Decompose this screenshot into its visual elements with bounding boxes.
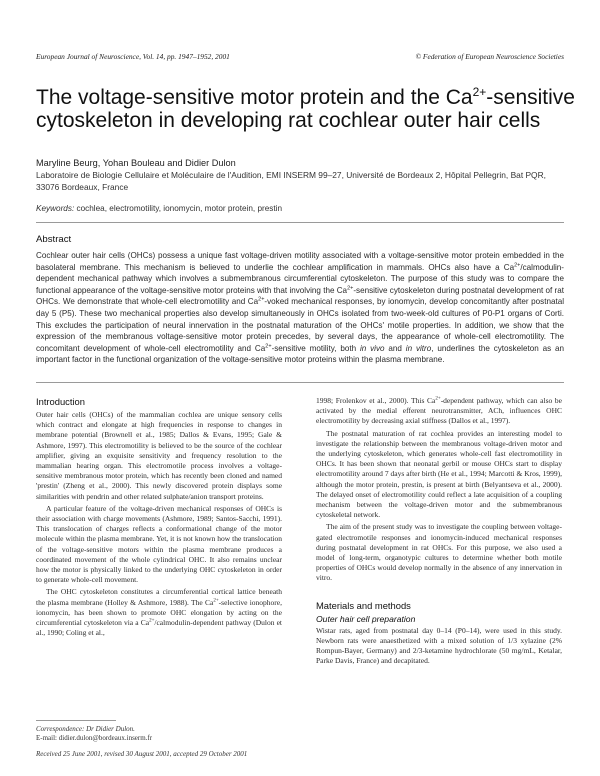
abstract-text-2: /calmodulin-dependent mechanical pathway which involves a submembranous circumferential cytoskeleton. The purpose of this study was to compare the functional appearance of the voltage-sensitive motor proteins with that involving the Ca (36, 262, 564, 295)
abstract-italic-in-vitro: in vitro (405, 343, 432, 353)
title-line1-post: -sensitive (486, 86, 575, 109)
keywords-label: Keywords: (36, 204, 75, 213)
intro-paragraph-6: The aim of the present study was to investigate the coupling between voltage-gated electromotile responses and ionomycin-induced mechanical responses during postnatal development in rat OHCs. For this purpose, we also used a model of long-term, organotypic cultures to determine whether both motile properties of OHCs would develop normally in the absence of any innervation in vitro. (316, 522, 562, 583)
intro-p3-text-b: -selective ionophore, ionomycin, has been shown to promote OHC elongation by acting on the circumferential cytoskeleton via a Ca (36, 597, 282, 628)
footnote-divider (36, 720, 116, 721)
abstract-text-5: -sensitive motility, both (271, 343, 360, 353)
abstract-sup-1: 2+ (514, 261, 521, 268)
right-p1-text-b: -dependent pathway, which can also be activated by the medial efferent neurotransmitter, ACh, influences OHC electromotility by decreasing axial stiffness (Dallos et al., 1997). (316, 396, 562, 426)
abstract-sup-2: 2+ (347, 285, 354, 292)
keywords-text: cochlea, electromotility, ionomycin, motor protein, prestin (74, 204, 283, 213)
divider-bottom (36, 382, 564, 383)
correspondence-note: Correspondence: Dr Didier Dulon. (36, 725, 135, 733)
abstract-heading: Abstract (36, 234, 72, 245)
intro-paragraph-5: The postnatal maturation of rat cochlea provides an interesting model to investigate the relationship between the membranous voltage-driven motor and the underlying cytoskeleton, which generates whole-cell fast electromotility in OHCs. It has been shown that neonatal gerbil or mouse OHCs start to display electromotility around 7 days after birth (He et al., 1994; Marcotti & Kros, 1999), although the motor protein, prestin, is present at birth (Belyantseva et al., 2000). The delayed onset of electromotility could reflect a late acquisition of a coupling mechanism between the voltage-driven motor and the submembranous cytoskeletal network. (316, 428, 562, 520)
abstract-text-3: -sensitive cytoskeleton during postnatal development of rat OHCs. We demonstrate that whole-cell electromotility and Ca (36, 285, 564, 307)
abstract-text-1: Cochlear outer hair cells (OHCs) possess a unique fast voltage-driven motility associated with a voltage-sensitive motor protein embedded in the basolateral membrane. This mechanism is believed to underlie the cochlear amplification in mammals. OHCs also have a Ca (36, 251, 564, 272)
received-dates: Received 25 June 2001, revised 30 August 2001, accepted 29 October 2001 (36, 750, 248, 758)
intro-paragraph-4 (316, 396, 562, 427)
abstract-text-4: -voked mechanical responses, by ionomycin, develop concomitantly after postnatal day 5 (P5). These two mechanical properties also develop simultaneously in OHCs isolated from two-week-old cultures of P0-P1 organs of Corti. This excludes the participation of neural innervation in the postnatal maturation of the OHCs' motile properties. In addition, we show that the expression of the membranous voltage-sensitive motor protein precedes, by several days, the appearance of whole-cell electromotility. The concomitant development of whole-cell electromotility and Ca (36, 297, 564, 353)
abstract-italic-in-vivo: in vivo (359, 343, 385, 353)
author-list: Maryline Beurg, Yohan Bouleau and Didier Dulon (36, 158, 236, 168)
intro-p3-text-a: The OHC cytoskeleton constitutes a circumferential cortical lattice beneath the plasma membrane (Holley & Ashmore, 1988). The Ca (36, 587, 282, 607)
title-line1-pre: The voltage-sensitive motor protein and the Ca (36, 86, 473, 109)
abstract-sup-3: 2+ (258, 296, 265, 303)
title-line2: cytoskeleton in developing rat cochlear outer hair cells (36, 109, 541, 132)
subsection-heading: Outer hair cell preparation (316, 613, 416, 624)
divider-top (36, 222, 564, 223)
right-p1-text-a: 1998; Frolenkov et al., 2000). This Ca (316, 396, 436, 405)
article-title (36, 86, 576, 132)
methods-heading: Materials and methods (316, 599, 411, 611)
intro-p3-sup-1: 2+ (213, 598, 219, 604)
intro-paragraph-3 (36, 587, 282, 638)
intro-paragraph-2: A particular feature of the voltage-driven mechanical responses of OHCs is their association with charge movements (Ashmore, 1989; Santos-Sacchi, 1991). This translocation of charges reflects a conformational change of the motor molecule within the plasma membrane. Yet, it is not known how the translocation of the voltage-sensitive motors within the plasma membrane produces a coordinated movement of the whole cylindrical OHC. It also remains unclear how the motor is physically linked to the underlying OHC cytoskeleton in order to generate whole-cell movement. (36, 503, 282, 585)
right-column (316, 396, 562, 668)
abstract-text-6: and (384, 343, 406, 353)
email-note: E-mail: didier.dulon@bordeaux.inserm.fr (36, 734, 153, 742)
abstract-body (36, 250, 564, 366)
keywords (36, 204, 566, 213)
title-superscript: 2+ (472, 85, 487, 99)
copyright-notice: © Federation of European Neuroscience Societies (415, 52, 564, 61)
intro-paragraph-1: Outer hair cells (OHCs) of the mammalian cochlea are unique sensory cells which contract and elongate at high frequencies in response to changes in membrane potential (Brownell et al., 1985; Dallos & Evans, 1995; Gale & Ashmore, 1997). This electromotility is believed to be the source of the cochlear amplifier, giving an exquisite sensitivity and frequency resolution to the mammalian hearing organ. This electromotile process involves a voltage-sensitive membranous motor protein, which has recently been cloned and named 'prestin' (Zheng et al., 2000). This newly discovered protein displays some similarities with pendrin and other related sulphate/anion transport proteins. (36, 410, 282, 501)
methods-paragraph-1: Wistar rats, aged from postnatal day 0–14 (P0–14), were used in this study. Newborn rats were anaesthetized with a mixed solution of 1/3 xylazine (2% Rompun-Bayer, Germany) and 2/3-ketamine hydrochlorate (50 mg/mL, Ketalar, Parke Davis, France) and decapitated. (316, 625, 562, 666)
abstract-text-7: , underlines the cytoskeleton as an important factor in the functional organization of the voltage-sensitive motor proteins within the plasma membrane. (36, 343, 564, 365)
journal-citation: European Journal of Neuroscience, Vol. 14, pp. 1947–1952, 2001 (36, 52, 230, 61)
abstract-sup-4: 2+ (265, 343, 272, 350)
affiliation: Laboratoire de Biologie Cellulaire et Moléculaire de l'Audition, EMI INSERM 99–27, Université de Bordeaux 2, Hôpital Pellegrin, Bat PQR, 33076 Bordeaux, France (36, 170, 546, 192)
introduction-heading: Introduction (36, 396, 85, 407)
left-column (36, 396, 282, 640)
intro-p3-text-c: /calmodulin-dependent pathway (Dulon et al., 1990; Coling et al., (36, 618, 282, 638)
right-p1-sup: 2+ (435, 396, 441, 402)
intro-p3-sup-2: 2+ (149, 618, 155, 624)
